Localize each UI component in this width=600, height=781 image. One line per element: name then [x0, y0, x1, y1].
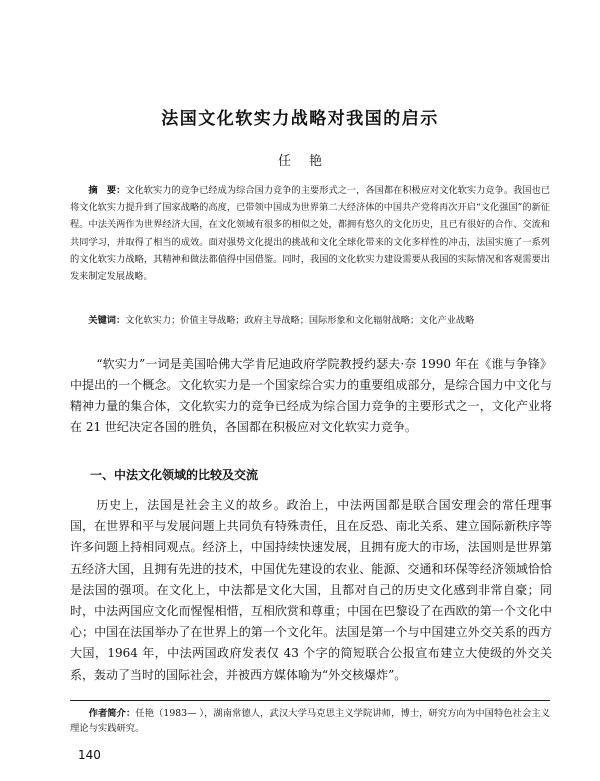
author-footnote — [70, 706, 550, 736]
footnote-divider — [70, 700, 550, 701]
intro-paragraph: “软实力”一词是美国哈佛大学肯尼迪政府学院教授约瑟夫·奈 1990 年在《谁与争锋》中提出的一个概念。文化软实力是一个国家综合实力的重要组成部分，是综合国力中文化与精神力量的集合体，文化软实力的竞争已经成为综合国力竞争的主要形式之一，文化产业将在 21 世纪决定各国的胜负，各国都在积极应对文化软实力竞争。 — [70, 357, 552, 434]
keywords-label: 关键词： — [88, 315, 126, 326]
article-author: 任艳 — [277, 154, 340, 169]
abstract-label: 摘 要： — [88, 185, 126, 196]
footnote-label: 作者简介： — [88, 708, 136, 719]
footnote-text: 任艳（1983— ），湖南常德人，武汉大学马克思主义学院讲师，博士，研究方向为中国特色社会主义理论与实践研究。 — [70, 708, 550, 734]
page-number: 140 — [78, 748, 101, 762]
keywords — [70, 312, 550, 329]
keywords-text: 文化软实力；价值主导战略；政府主导战略；国际形象和文化辐射战略；文化产业战略 — [125, 315, 475, 326]
article-title: 法国文化软实力战略对我国的启示 — [161, 109, 439, 129]
abstract-text: 文化软实力的竞争已经成为综合国力竞争的主要形式之一，各国都在积极应对文化软实力竞争。我国也已将文化软实力提升到了国家战略的高度，已带领中国成为世界第二大经济体的中国共产党将再次开启“文化强国”的新征程。中法关两作为世界经济大国，在文化领域有很多的相似之处，都拥有悠久的文化历史，且已有很好的合作、交流和共同学习，并取得了相当的成效。面对强势文化提出的挑战和文化全球化带来的文化多样性的冲击，法国实施了一系列的文化软实力战略，其精神和做法都值得中国借鉴。同时，我国的文化软实力建设需要从我国的实际情况和客观需要出发来制定发展战略。 — [70, 185, 551, 283]
section-heading: 一、中法文化领域的比较及交流 — [90, 468, 259, 482]
section-paragraph: 历史上，法国是社会主义的故乡。政治上，中法两国都是联合国安理会的常任理事国，在世界和平与发展问题上共同负有特殊责任，且在反恐、南北关系、建立国际新秩序等许多问题上持相同观点。经济上，中国持续快速发展，且拥有庞大的市场，法国则是世界第五经济大国，且拥有先进的技术，中国优先建设的农业、能源、交通和环保等经济领域恰恰是法国的强项。在文化上，中法都是文化大国，且都对自己的历史文化感到非常自豪；同时，中法两国应文化而惺惺相惜，互相欣赏和尊重；中国在巴黎设了在西欧的第一个文化中心；中国在法国举办了在世界上的第一个文化年。法国是第一个与中国建立外交关系的西方大国，1964 年，中法两国政府发表仅 43 个字的简短联合公报宣布建立大使级的外交关系，轰动了当时的国际社会，并被西方媒体喻为“外交核爆炸”。 — [70, 498, 552, 682]
abstract — [70, 182, 550, 285]
